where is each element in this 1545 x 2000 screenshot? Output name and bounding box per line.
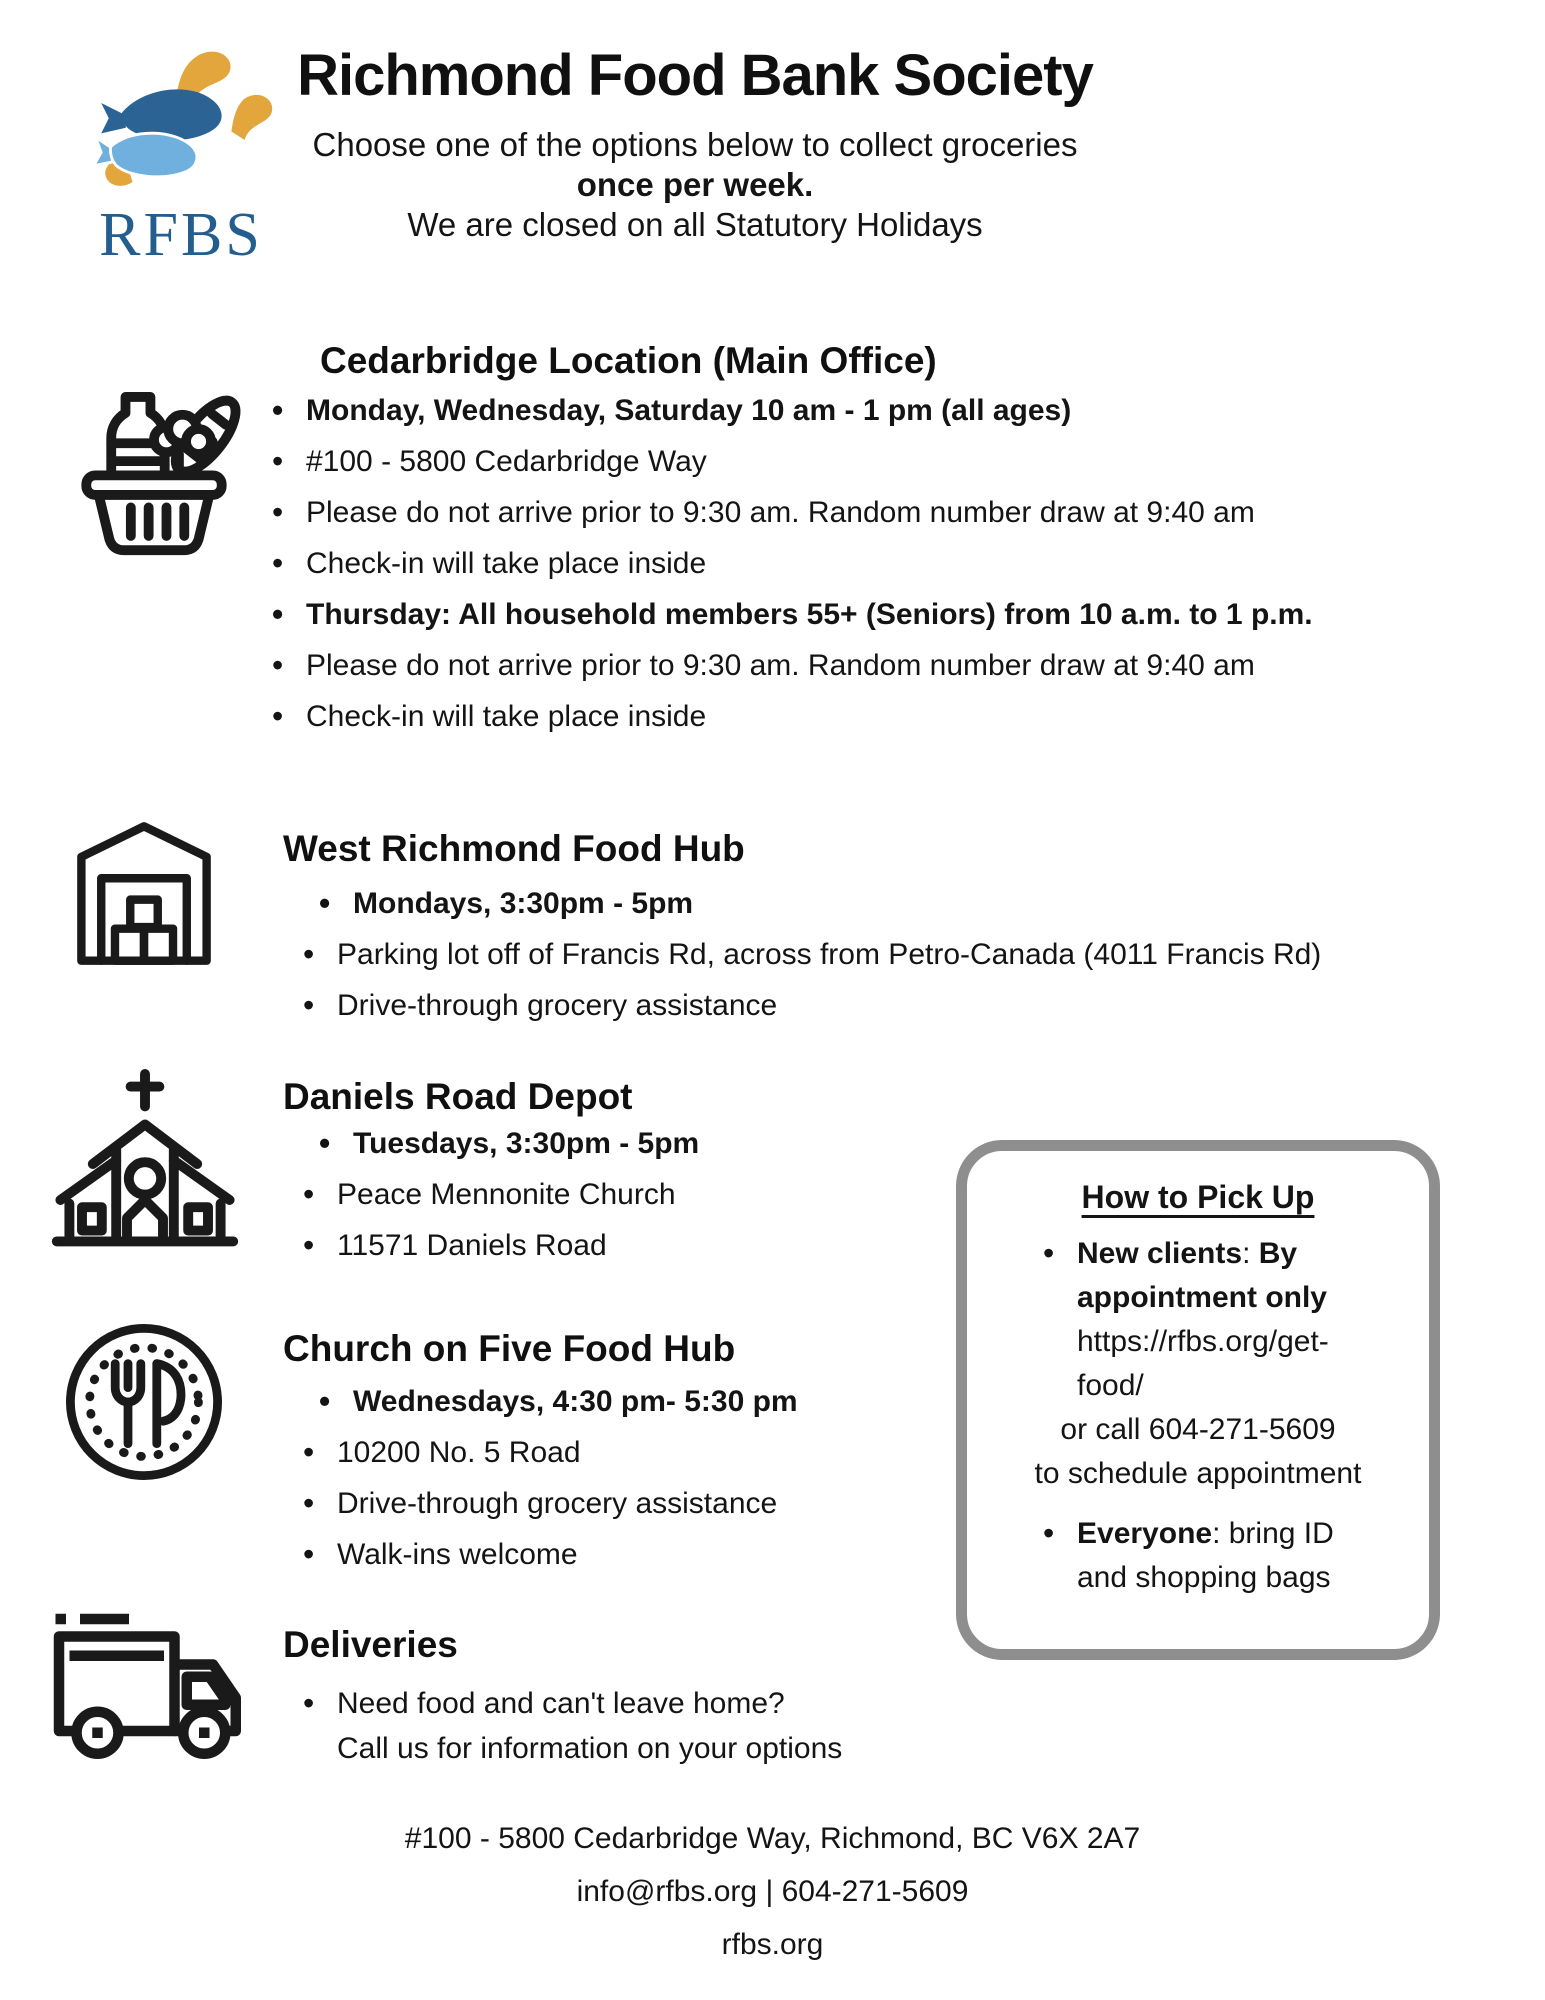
section-church-on-five bbox=[283, 1328, 983, 1588]
section-daniels-road bbox=[283, 1076, 973, 1279]
footer-contact: info@rfbs.org | 604-271-5609 bbox=[576, 1875, 969, 1908]
page-title: Richmond Food Bank Society bbox=[297, 43, 1093, 108]
church-on-five-bullet-list bbox=[303, 1384, 983, 1573]
section-deliveries bbox=[283, 1624, 1063, 1782]
list-item: • Peace Mennonite Church bbox=[303, 1177, 973, 1213]
new-clients-separator: : bbox=[1242, 1237, 1259, 1270]
footer bbox=[0, 1812, 1545, 1971]
pickup-url: https://rfbs.org/get-food/ bbox=[1077, 1325, 1329, 1402]
list-item: • Mondays, 3:30pm - 5pm bbox=[319, 886, 1538, 922]
list-item: • Monday, Wednesday, Saturday 10 am - 1 pm (all ages) bbox=[272, 393, 1532, 429]
subtitle-line: Choose one of the options below to collect groceries bbox=[312, 126, 1078, 163]
list-item: • Check-in will take place inside bbox=[272, 546, 1532, 582]
list-item: • 11571 Daniels Road bbox=[303, 1228, 973, 1264]
list-item: • 10200 No. 5 Road bbox=[303, 1435, 983, 1471]
footer-website: rfbs.org bbox=[721, 1928, 824, 1961]
list-item-continuation: Call us for information on your options bbox=[337, 1732, 843, 1765]
section-title-cedarbridge: Cedarbridge Location (Main Office) bbox=[320, 340, 937, 381]
list-item bbox=[1043, 1512, 1379, 1600]
list-item: • Tuesdays, 3:30pm - 5pm bbox=[319, 1126, 973, 1162]
everyone-label: Everyone bbox=[1077, 1517, 1213, 1550]
warehouse-icon bbox=[60, 806, 228, 978]
plate-cutlery-icon bbox=[56, 1314, 232, 1490]
section-title-west-richmond: West Richmond Food Hub bbox=[283, 828, 745, 869]
header bbox=[150, 42, 1240, 245]
deliveries-bullet-list bbox=[303, 1686, 1063, 1767]
how-to-pick-up-box bbox=[956, 1140, 1440, 1660]
list-item: • Drive-through grocery assistance bbox=[303, 988, 1538, 1024]
list-item: • Parking lot off of Francis Rd, across from Petro-Canada (4011 Francis Rd) bbox=[303, 937, 1538, 973]
list-item: • Drive-through grocery assistance bbox=[303, 1486, 983, 1522]
pickup-box-title: How to Pick Up bbox=[1081, 1179, 1315, 1215]
list-item: • Check-in will take place inside bbox=[272, 699, 1532, 735]
west-richmond-bullet-list bbox=[303, 886, 1538, 1024]
church-icon bbox=[46, 1056, 244, 1254]
new-clients-label: New clients bbox=[1077, 1237, 1243, 1270]
everyone-separator: : bbox=[1212, 1517, 1229, 1550]
section-title-church-on-five: Church on Five Food Hub bbox=[283, 1328, 736, 1369]
list-item: • Please do not arrive prior to 9:30 am. Random number draw at 9:40 am bbox=[272, 495, 1532, 531]
pickup-everyone-list bbox=[1043, 1512, 1379, 1600]
pickup-schedule-line: to schedule appointment bbox=[1034, 1457, 1362, 1490]
section-title-daniels-road: Daniels Road Depot bbox=[283, 1076, 633, 1117]
section-west-richmond bbox=[283, 828, 1538, 1039]
everyone-text: bring ID and shopping bags bbox=[1077, 1517, 1334, 1594]
daniels-road-bullet-list bbox=[303, 1126, 973, 1264]
footer-address: #100 - 5800 Cedarbridge Way, Richmond, BC V6X 2A7 bbox=[404, 1822, 1141, 1855]
section-title-deliveries: Deliveries bbox=[283, 1624, 458, 1665]
new-clients-text: By appointment only bbox=[1077, 1237, 1327, 1314]
logo-abbreviation: RFBS bbox=[99, 201, 263, 269]
list-item: • Walk-ins welcome bbox=[303, 1537, 983, 1573]
list-item: • Please do not arrive prior to 9:30 am. Random number draw at 9:40 am bbox=[272, 648, 1532, 684]
list-item: • #100 - 5800 Cedarbridge Way bbox=[272, 444, 1532, 480]
delivery-truck-icon bbox=[38, 1592, 248, 1772]
pickup-call-line: or call 604-271-5609 bbox=[1060, 1413, 1336, 1446]
grocery-basket-icon bbox=[56, 370, 252, 570]
list-item: • Thursday: All household members 55+ (Seniors) from 10 a.m. to 1 p.m. bbox=[272, 597, 1532, 633]
list-item bbox=[1043, 1232, 1379, 1408]
subtitle-bold-line: once per week. bbox=[576, 166, 814, 203]
list-item: • Need food and can't leave home? bbox=[303, 1686, 1063, 1722]
pickup-new-clients-list bbox=[1043, 1232, 1379, 1408]
list-item: • Wednesdays, 4:30 pm- 5:30 pm bbox=[319, 1384, 983, 1420]
closed-note: We are closed on all Statutory Holidays bbox=[407, 206, 983, 243]
cedarbridge-bullet-list bbox=[272, 393, 1532, 750]
